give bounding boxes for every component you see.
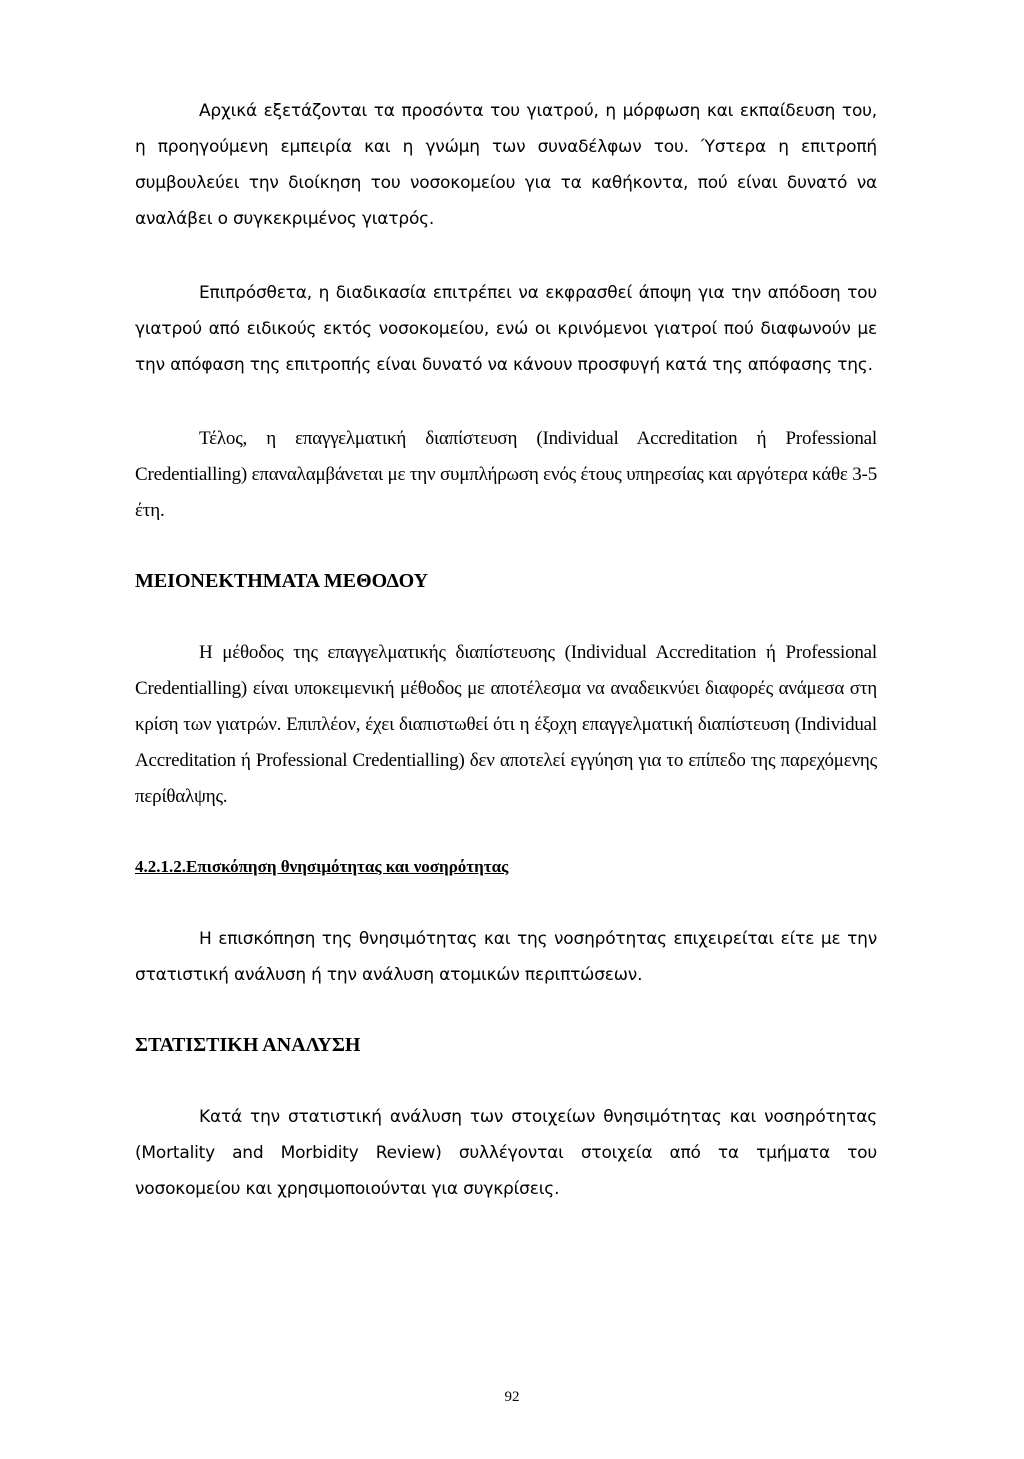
paragraph-statistical-analysis: Κατά την στατιστική ανάλυση των στοιχείων θνησιμότητας και νοσηρότητας (Mortality and Morbidity Review) συλλέγονται στοιχεία από τα τμήματα του νοσοκομείου και χρησιμοποιούνται για συγκρίσεις. (135, 1107, 877, 1199)
paragraph-qualifications: Αρχικά εξετάζονται τα προσόντα του γιατρού, η μόρφωση και εκπαίδευση του, η προηγούμενη εμπειρία και η γνώμη των συναδέλφων του. Ύστερα η επιτροπή συμβουλεύει την διοίκηση του νοσοκομείου για τα καθήκοντα, πού είναι δυνατό να αναλάβει ο συγκεκριμένος γιατρός. (135, 101, 877, 229)
document-body (135, 93, 877, 1245)
section-number: 4.2.1.2. (135, 857, 186, 876)
paragraph-reaccreditation: Τέλος, η επαγγελματική διαπίστευση (Individual Accreditation ή Professional Credentialling) επαναλαμβάνεται με την συμπλήρωση ενός έτους υπηρεσίας και αργότερα κάθε 3-5 έτη. (135, 428, 877, 521)
heading-statistics: ΣΤΑΤΙΣΤΙΚΗ ΑΝΑΛΥΣΗ (135, 1034, 361, 1056)
page-number: 92 (504, 1389, 520, 1405)
section-heading (135, 853, 877, 881)
heading-disadvantages: ΜΕΙΟΝΕΚΤΗΜΑΤΑ ΜΕΘΟΔΟΥ (135, 570, 429, 592)
paragraph-disadvantages: Η μέθοδος της επαγγελματικής διαπίστευσης (Individual Accreditation ή Professional Credentialling) είναι υποκειμενική μέθοδος με αποτέλεσμα να αναδεικνύει διαφορές ανάμεσα στη κρίση των γιατρών. Επιπλέον, έχει διαπιστωθεί ότι η έξοχη επαγγελματική διαπίστευση (Individual Accreditation ή Professional Credentialling) δεν αποτελεί εγγύηση για το επίπεδο της παρεχόμενης περίθαλψης. (135, 642, 877, 807)
paragraph-mortality-review: Η επισκόπηση της θνησιμότητας και της νοσηρότητας επιχειρείται είτε με την στατιστική ανάλυση ή την ανάλυση ατομικών περιπτώσεων. (135, 929, 877, 985)
section-title: Επισκόπηση θνησιμότητας και νοσηρότητας (186, 857, 509, 876)
paragraph-appeal: Επιπρόσθετα, η διαδικασία επιτρέπει να εκφρασθεί άποψη για την απόδοση του γιατρού από ειδικούς εκτός νοσοκομείου, ενώ οι κρινόμενοι γιατροί πού διαφωνούν με την απόφαση της επιτροπής είναι δυνατό να κάνουν προσφυγή κατά της απόφασης της. (135, 283, 877, 375)
